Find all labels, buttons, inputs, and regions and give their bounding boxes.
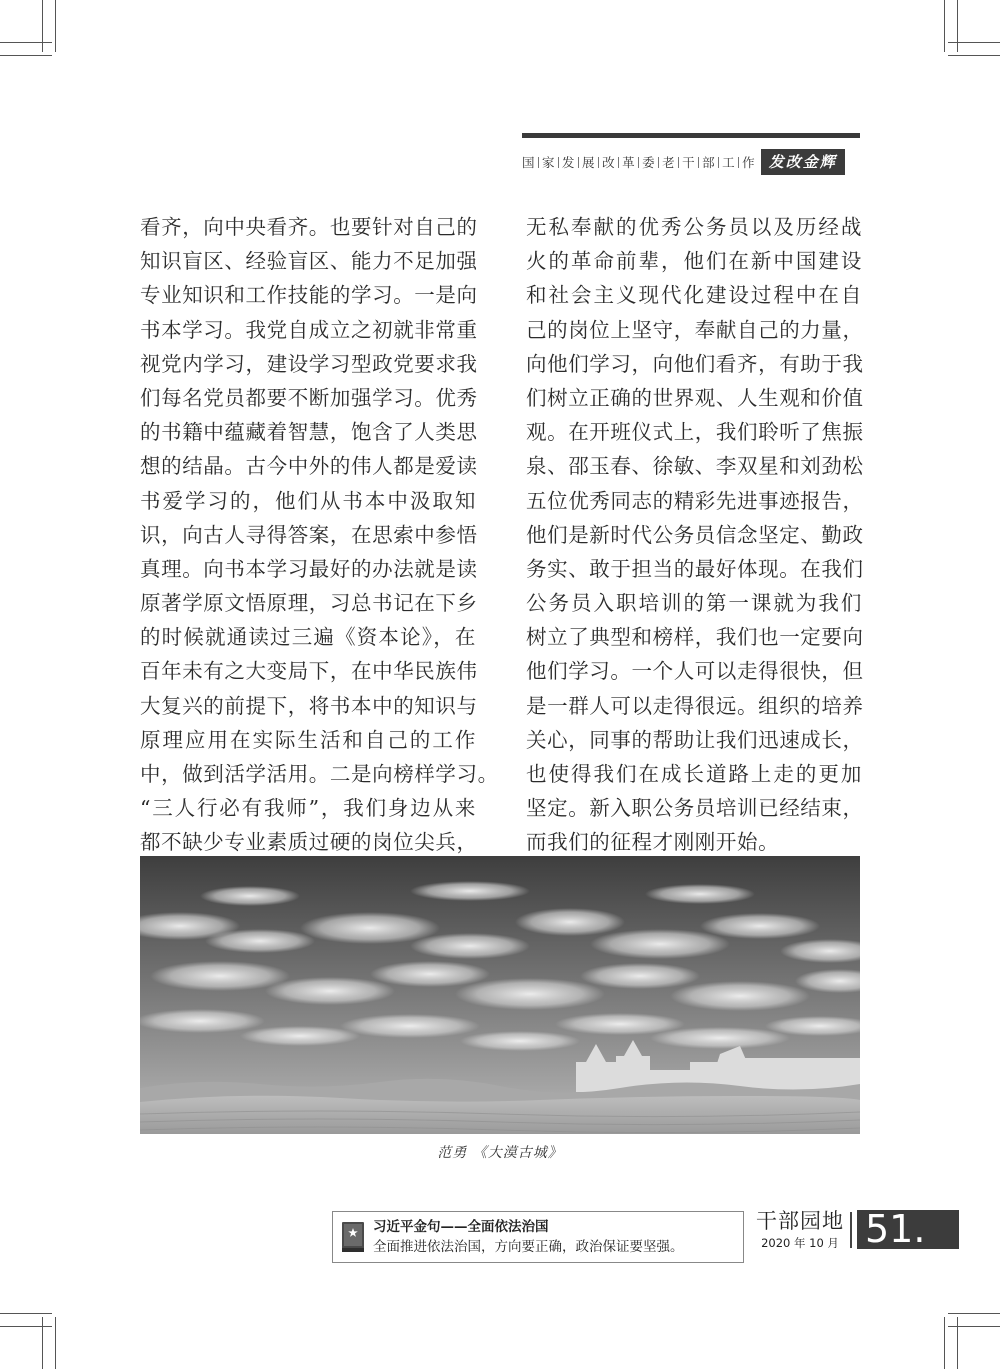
article-line: 原理应用在实际生活和自己的工作 xyxy=(140,727,476,752)
article-line: 和社会主义现代化建设过程中在自 xyxy=(526,283,862,308)
header-char: 展 xyxy=(582,155,595,170)
article-line: 视党内学习，建设学习型政党要求我 xyxy=(140,351,478,376)
section-brand: 发改金辉 xyxy=(761,149,845,175)
article-line: 而我们的征程才刚刚开始。 xyxy=(526,830,780,855)
article-line: 书爱学习的，他们从书本中汲取知 xyxy=(140,488,476,513)
header-separator xyxy=(678,157,680,168)
header-separator xyxy=(718,157,720,168)
article-line: 他们学习。一个人可以走得很快，但 xyxy=(526,659,864,684)
article-line: 他们是新时代公务员信念坚定、勤政 xyxy=(526,522,864,547)
book-icon xyxy=(341,1221,365,1253)
article-line: 务实、敢于担当的最好体现。在我们 xyxy=(526,556,864,581)
article-line: 专业知识和工作技能的学习。一是向 xyxy=(140,283,478,308)
header-rule xyxy=(522,133,860,138)
quote-topic: 全面依法治国 xyxy=(467,1219,549,1235)
header-char: 改 xyxy=(602,155,615,170)
article-line: 树立了典型和榜样，我们也一定要向 xyxy=(526,625,864,650)
crop-mark xyxy=(0,1313,52,1314)
article-line: 知识盲区、经验盲区、能力不足加强 xyxy=(140,249,478,274)
header-char: 革 xyxy=(622,155,635,170)
header-separator xyxy=(618,157,620,168)
article-line: 们每名党员都要不断加强学习。优秀 xyxy=(140,385,478,410)
header-separator xyxy=(738,157,740,168)
article-line: 五位优秀同志的精彩先进事迹报告， xyxy=(526,488,864,513)
article-line: 火的革命前辈，他们在新中国建设 xyxy=(526,249,862,274)
article-line: 都不缺少专业素质过硬的岗位尖兵， xyxy=(140,830,478,855)
article-column-left xyxy=(140,210,499,860)
crop-mark xyxy=(948,1313,1000,1314)
photo-desert-ancient-city xyxy=(140,856,860,1134)
article-line: 想的结晶。古今中外的伟人都是爱读 xyxy=(140,454,478,479)
article-line: “三人行必有我师”，我们身边从来 xyxy=(140,796,476,821)
header-char: 工 xyxy=(722,155,735,170)
article-line: 书本学习。我党自成立之初就非常重 xyxy=(140,317,478,342)
article-line: 泉、邵玉春、徐敏、李双星和刘劲松 xyxy=(526,454,864,479)
magazine-date: 2020 年 10 月 xyxy=(761,1236,839,1250)
article-line: 观。在开班仪式上，我们聆听了焦振 xyxy=(526,420,864,445)
header-separator xyxy=(558,157,560,168)
quote-dash: —— xyxy=(440,1219,468,1235)
section-header xyxy=(522,149,845,175)
article-line: 百年未有之大变局下，在中华民族伟 xyxy=(140,659,478,684)
article-line: 坚定。新入职公务员培训已经结束， xyxy=(526,796,864,821)
header-separator xyxy=(658,157,660,168)
photo-image xyxy=(140,856,860,1134)
header-char: 家 xyxy=(542,155,555,170)
crop-mark xyxy=(42,0,43,52)
article-line: 识，向古人寻得答案，在思索中参悟 xyxy=(140,522,478,547)
article-line: 看齐，向中央看齐。也要针对自己的 xyxy=(140,215,478,239)
crop-mark xyxy=(55,1317,56,1369)
crop-mark xyxy=(948,1326,1000,1327)
crop-mark xyxy=(0,1326,52,1327)
article-line: 向他们学习，向他们看齐，有助于我 xyxy=(526,351,864,376)
header-separator xyxy=(578,157,580,168)
article-column-right xyxy=(526,210,862,860)
article-line: 的书籍中蕴藏着智慧，饱含了人类思 xyxy=(140,420,478,445)
header-char: 发 xyxy=(562,155,575,170)
magazine-name: 干部园地 xyxy=(756,1209,844,1233)
crop-mark xyxy=(0,55,52,56)
header-char: 作 xyxy=(742,155,755,170)
crop-mark xyxy=(948,55,1000,56)
crop-mark xyxy=(55,0,56,52)
header-separator xyxy=(538,157,540,168)
header-separator xyxy=(598,157,600,168)
crop-mark xyxy=(42,1317,43,1369)
quote-title-line xyxy=(373,1217,684,1237)
magazine-info xyxy=(754,1208,846,1252)
article-line: 大复兴的前提下，将书本中的知识与 xyxy=(140,693,478,718)
article-line: 也使得我们在成长道路上走的更加 xyxy=(526,762,862,786)
header-char: 老 xyxy=(662,155,675,170)
article-line: 关心，同事的帮助让我们迅速成长， xyxy=(526,727,864,752)
article-line: 原著学原文悟原理，习总书记在下乡 xyxy=(140,591,478,616)
crop-mark xyxy=(957,0,958,52)
crop-mark xyxy=(944,0,945,52)
header-char: 部 xyxy=(702,155,715,170)
article-line: 己的岗位上坚守，奉献自己的力量， xyxy=(526,317,864,342)
article-line: 无私奉献的优秀公务员以及历经战 xyxy=(526,215,862,239)
article-line: 是一群人可以走得很远。组织的培养 xyxy=(526,693,864,718)
header-char: 委 xyxy=(642,155,655,170)
article-line: 中，做到活学活用。二是向榜样学习。 xyxy=(140,762,499,786)
page-number: 51. xyxy=(857,1210,959,1249)
article-line: 公务员入职培训的第一课就为我们 xyxy=(526,591,862,616)
crop-mark xyxy=(957,1317,958,1369)
photo-caption: 范勇 《大漠古城》 xyxy=(437,1145,563,1161)
header-char: 国 xyxy=(522,155,535,170)
footer-divider xyxy=(850,1212,852,1248)
crop-mark xyxy=(944,1317,945,1369)
crop-mark xyxy=(0,42,52,43)
quote-box xyxy=(332,1211,744,1263)
article-line: 们树立正确的世界观、人生观和价值 xyxy=(526,385,864,410)
header-char: 干 xyxy=(682,155,695,170)
article-line: 的时候就通读过三遍《资本论》，在 xyxy=(140,625,476,650)
header-separator xyxy=(698,157,700,168)
quote-body: 全面推进依法治国，方向要正确，政治保证要坚强。 xyxy=(373,1239,684,1255)
quote-title: 习近平金句 xyxy=(373,1219,441,1235)
quote-text-block xyxy=(373,1217,684,1257)
article-line: 真理。向书本学习最好的办法就是读 xyxy=(140,556,478,581)
crop-mark xyxy=(948,42,1000,43)
header-separator xyxy=(638,157,640,168)
